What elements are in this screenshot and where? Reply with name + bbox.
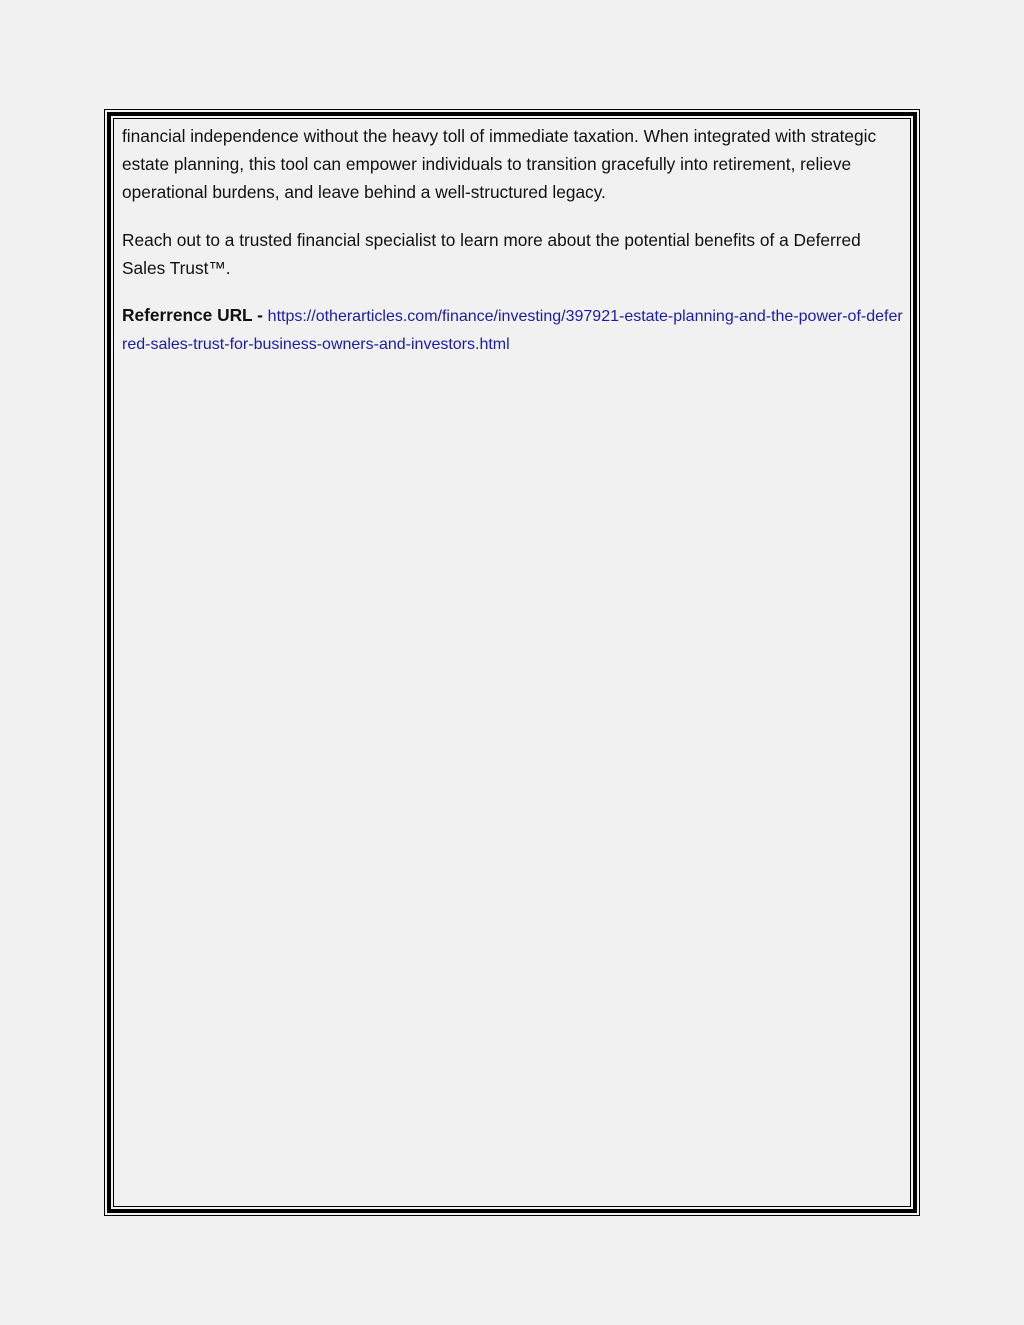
- page-border: [104, 109, 920, 1216]
- page-border-middle: [107, 112, 917, 1213]
- reference-link[interactable]: https://otherarticles.com/finance/investing/397921-estate-planning-and-the-power-of-deferred-sales-trust-for-business-owners-and-investors.html: [122, 308, 903, 353]
- body-paragraph-1: financial independence without the heavy toll of immediate taxation. When integrated with strategic estate planning, this tool can empower individuals to transition gracefully into retirement, relieve operational burdens, and leave behind a well-structured legacy.: [122, 126, 877, 202]
- reference-line: [122, 302, 904, 358]
- body-paragraph-2: Reach out to a trusted financial specialist to learn more about the potential benefits of a Deferred Sales Trust™.: [122, 230, 861, 278]
- reference-label: Referrence URL -: [122, 305, 268, 325]
- page-content: [122, 122, 904, 358]
- page-border-inner: [113, 118, 911, 1207]
